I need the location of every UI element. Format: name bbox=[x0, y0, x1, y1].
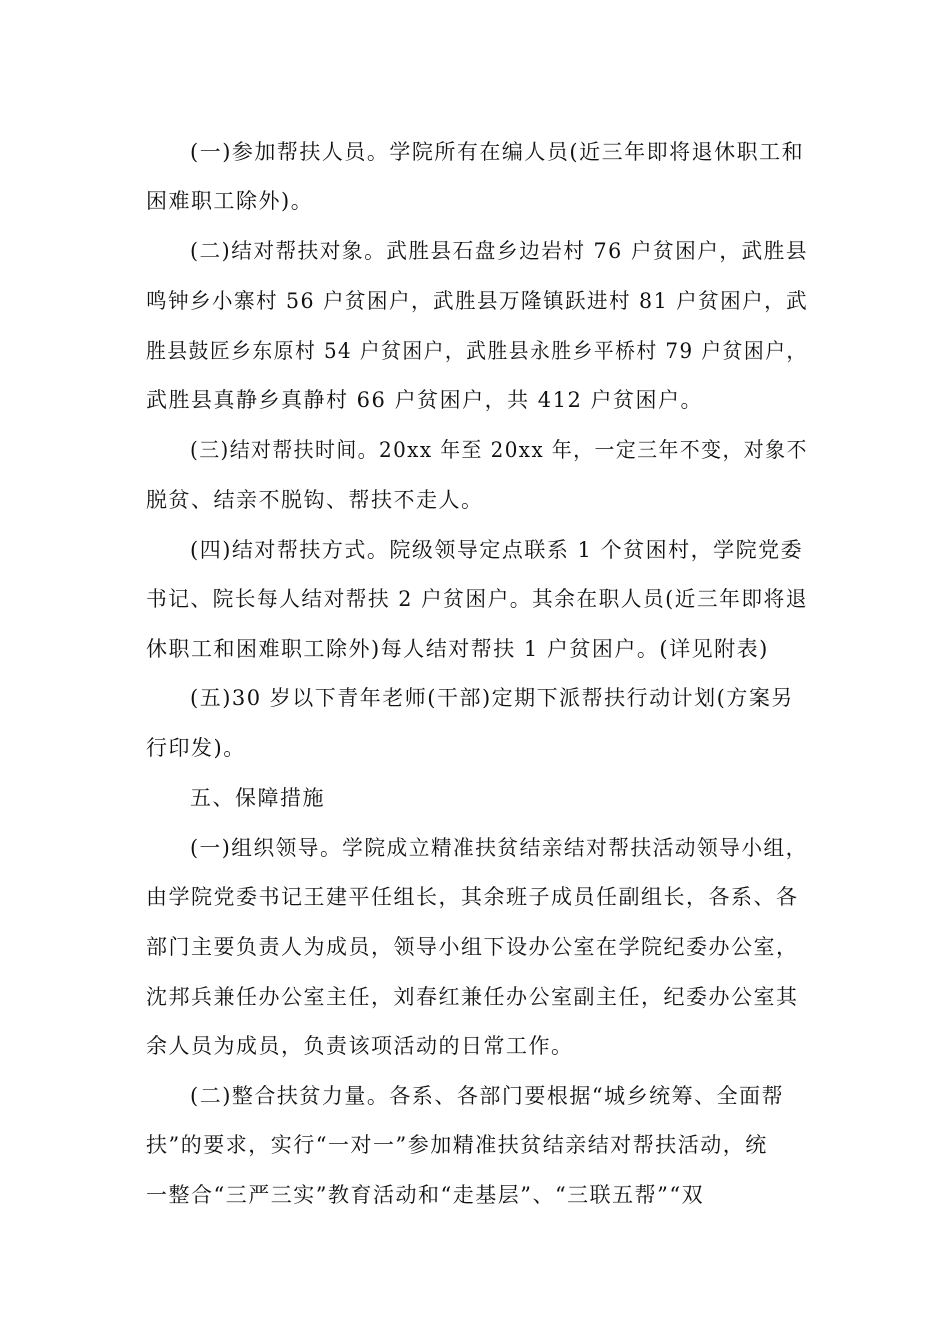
paragraph-line: (一)参加帮扶人员。学院所有在编人员(近三年即将退休职工和 bbox=[190, 140, 805, 164]
paragraph-line: (二)整合扶贫力量。各系、各部门要根据“城乡统筹、全面帮 bbox=[190, 1084, 785, 1108]
paragraph-line: 余人员为成员，负责该项活动的日常工作。 bbox=[146, 1034, 574, 1058]
paragraph-line: 部门主要负责人为成员，领导小组下设办公室在学院纪委办公室， bbox=[146, 935, 799, 959]
paragraph-line: 胜县鼓匠乡东原村 54 户贫困户，武胜县永胜乡平桥村 79 户贫困户， bbox=[146, 339, 808, 363]
section-heading: 五、保障措施 bbox=[190, 786, 325, 810]
paragraph-line: 休职工和困难职工除外)每人结对帮扶 1 户贫困户。(详见附表) bbox=[146, 637, 769, 661]
paragraph-line: 困难职工除外)。 bbox=[146, 189, 314, 213]
paragraph-line: (三)结对帮扶时间。20xx 年至 20xx 年，一定三年不变，对象不 bbox=[190, 438, 808, 462]
paragraph-line: (五)30 岁以下青年老师(干部)定期下派帮扶行动计划(方案另 bbox=[190, 686, 794, 710]
paragraph-line: 由学院党委书记王建平任组长，其余班子成员任副组长，各系、各 bbox=[146, 885, 799, 909]
paragraph-line: 一整合“三严三实”教育活动和“走基层”、“三联五帮”“双 bbox=[146, 1183, 705, 1207]
paragraph-line: (一)组织领导。学院成立精准扶贫结亲结对帮扶活动领导小组， bbox=[190, 836, 808, 860]
paragraph-line: 武胜县真静乡真静村 66 户贫困户，共 412 户贫困户。 bbox=[146, 388, 704, 412]
paragraph-line: 鸣钟乡小寨村 56 户贫困户，武胜县万隆镇跃进村 81 户贫困户，武 bbox=[146, 289, 809, 313]
paragraph-line: 扶”的要求，实行“一对一”参加精准扶贫结亲结对帮扶活动，统 bbox=[146, 1133, 768, 1157]
paragraph-line: (四)结对帮扶方式。院级领导定点联系 1 个贫困村，学院党委 bbox=[190, 538, 804, 562]
paragraph-line: 书记、院长每人结对帮扶 2 户贫困户。其余在职人员(近三年即将退 bbox=[146, 587, 808, 611]
paragraph-line: 沈邦兵兼任办公室主任，刘春红兼任办公室副主任，纪委办公室其 bbox=[146, 985, 799, 1009]
paragraph-line: 脱贫、结亲不脱钩、帮扶不走人。 bbox=[146, 488, 484, 512]
paragraph-line: (二)结对帮扶对象。武胜县石盘乡边岩村 76 户贫困户，武胜县 bbox=[190, 239, 808, 263]
paragraph-line: 行印发)。 bbox=[146, 736, 246, 760]
